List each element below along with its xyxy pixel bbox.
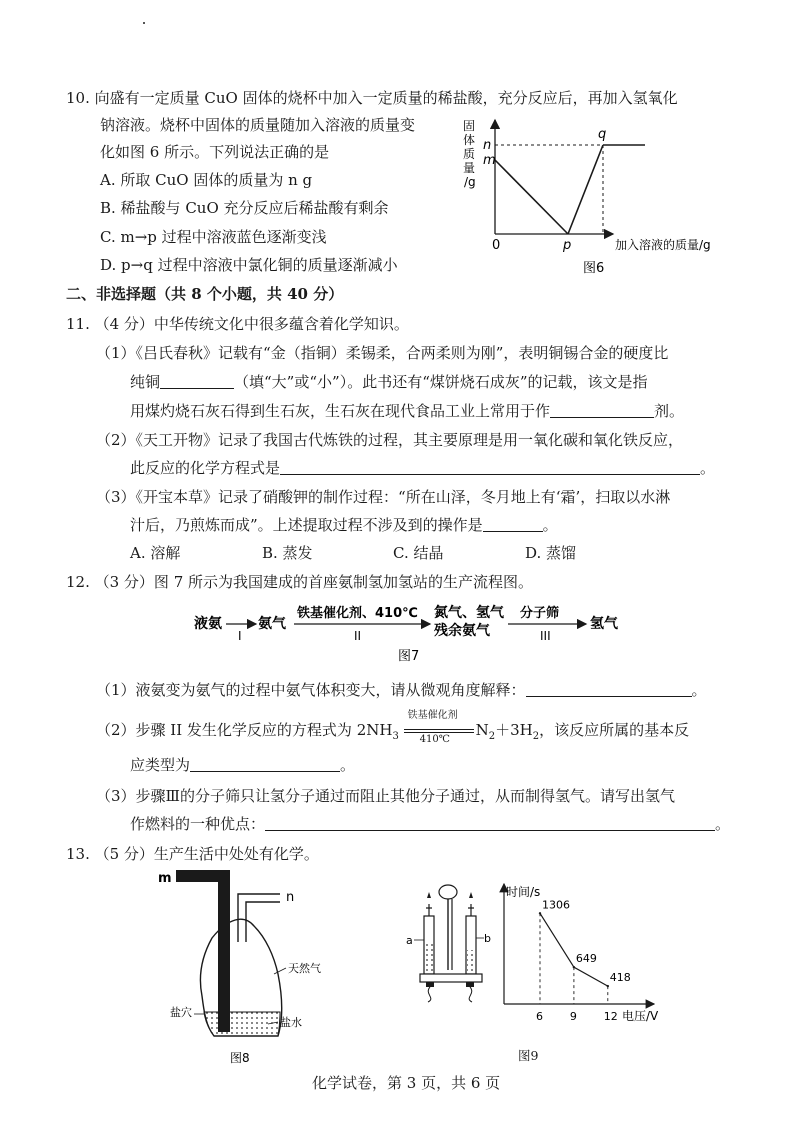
figure-6 xyxy=(455,112,755,277)
section-2-heading: 二、非选择题（共 8 个小题，共 40 分） xyxy=(66,285,344,303)
answer-blank[interactable] xyxy=(550,403,654,418)
q11-p2-line2 xyxy=(130,458,715,478)
q12-p3-line2 xyxy=(130,814,730,834)
q12-p3-line1: （3）步骤Ⅲ的分子筛只让氢分子通过而阻止其他分子通过，从而制得氢气。请写出氢气 xyxy=(96,787,676,805)
q10-option-b: B. 稀盐酸与 CuO 充分反应后稀盐酸有剩余 xyxy=(100,199,389,217)
fig8-brine-label: 盐水 xyxy=(280,1016,302,1029)
q11-p1-line1: （1）《吕氏春秋》记载有“金（指铜）柔锡柔，合两柔则为刚”，表明铜锡合金的硬度比 xyxy=(96,344,669,362)
q11-p3-line2-pre: 汁后，乃煎炼而成”。上述提取过程不涉及到的操作是 xyxy=(130,516,483,534)
page-footer: 化学试卷，第 3 页，共 6 页 xyxy=(312,1074,501,1092)
answer-blank[interactable] xyxy=(280,460,700,475)
fig6-m-label: m xyxy=(483,153,496,168)
fig9-data-label: 418 xyxy=(609,971,631,985)
fig9-data-label: 649 xyxy=(575,952,597,966)
q11-option-a: A. 溶解 xyxy=(130,544,181,562)
electrode-a xyxy=(426,982,434,987)
q12-p2-line2-pre: 应类型为 xyxy=(130,756,191,774)
q11-p1-line3-pre: 用煤灼烧石灰石得到生石灰，生石灰在现代食品工业上常用于作 xyxy=(130,402,551,420)
fig9-a-label: a xyxy=(406,934,413,947)
q12-p3-line2-post: 。 xyxy=(715,815,731,833)
flow-condition-2: 铁基催化剂、410℃ xyxy=(297,606,418,621)
valve-b xyxy=(468,904,474,916)
fig7-caption: 图7 xyxy=(398,649,420,664)
q10-line2: 钠溶液。烧杯中固体的质量随加入溶液的质量变 xyxy=(100,116,416,134)
eq-condition-top: 铁基催化剂 xyxy=(407,710,458,721)
figure-7 xyxy=(180,598,640,670)
q11-p2-line2-pre: 此反应的化学方程式是 xyxy=(130,459,281,477)
eq-line-2 xyxy=(404,732,474,733)
q10-option-c: C. m→p 过程中溶液蓝色逐渐变浅 xyxy=(100,228,327,246)
fig8-m-label: m xyxy=(158,871,172,886)
water-b xyxy=(467,950,475,974)
electrode-b xyxy=(466,982,474,987)
figure-9-chart xyxy=(494,878,684,1028)
q11-option-b: B. 蒸发 xyxy=(262,544,313,562)
q12-p1-post: 。 xyxy=(691,681,707,699)
figure-9-apparatus xyxy=(400,878,500,1068)
q11-p1-line3 xyxy=(130,401,684,421)
answer-blank[interactable] xyxy=(526,682,692,697)
q12-p2-sub3: 2 xyxy=(532,731,540,742)
fig9-x-tick: 6 xyxy=(536,1010,543,1023)
reservoir-bulb xyxy=(439,885,457,899)
fig8-caption: 图8 xyxy=(230,1051,250,1065)
q12-p2-sub2: 2 xyxy=(488,731,496,742)
water-a xyxy=(425,944,433,974)
pipe-m-vertical xyxy=(218,870,230,1032)
fig9-x-tick: 12 xyxy=(603,1010,618,1023)
fig9-ylabel: 时间/s xyxy=(506,885,541,899)
q11-heading: 11. （4 分）中华传统文化中很多蕴含着化学知识。 xyxy=(66,315,409,333)
wire-b xyxy=(469,987,472,1002)
q11-p3-line2 xyxy=(130,515,558,535)
answer-blank[interactable] xyxy=(483,517,543,532)
fig6-xlabel: 加入溶液的质量/g xyxy=(615,238,711,252)
answer-blank[interactable] xyxy=(265,816,715,831)
fig6-ylabel-5: /g xyxy=(464,175,476,189)
flow-condition-3: 分子筛 xyxy=(520,606,560,621)
figure-8 xyxy=(150,866,350,1066)
fig9-b-label: b xyxy=(484,932,491,945)
flow-node-hydrogen: 氢气 xyxy=(590,616,618,632)
q10-line3: 化如图 6 所示。下列说法正确的是 xyxy=(100,143,330,161)
fig8-gas-label: 天然气 xyxy=(288,962,321,975)
fig9-xlabel: 电压/V xyxy=(622,1009,659,1023)
q11-p2-line2-post: 。 xyxy=(700,459,716,477)
q12-p2-post: ，该反应所属的基本反 xyxy=(539,721,690,739)
answer-blank[interactable] xyxy=(190,757,340,772)
fig9-data-point xyxy=(573,966,575,968)
fig6-ylabel-3: 质 xyxy=(463,147,476,161)
q12-p3-line2-pre: 作燃料的一种优点： xyxy=(130,815,266,833)
flow-node-ammonia-gas: 氨气 xyxy=(258,616,286,632)
q12-p2-pre: （2）步骤 II 发生化学反应的方程式为 2NH xyxy=(96,721,393,739)
q12-p2-h: ＋3H xyxy=(495,721,533,739)
fig8-n-label: n xyxy=(286,890,295,905)
fig6-ylabel-1: 固 xyxy=(463,119,476,133)
fig9-data-point xyxy=(539,912,541,914)
valve-a xyxy=(426,904,432,916)
fig6-p-label: p xyxy=(563,238,572,253)
flow-step-1: I xyxy=(238,629,242,643)
q10-option-a: A. 所取 CuO 固体的质量为 n g xyxy=(100,171,313,189)
eq-condition-bottom: 410℃ xyxy=(419,734,450,745)
flow-node-liquid-ammonia: 液氨 xyxy=(194,616,222,632)
fig6-origin: 0 xyxy=(492,238,501,253)
fig6-line-m-p xyxy=(495,160,568,234)
q12-p2-sub: 3 xyxy=(392,731,399,742)
wire-a xyxy=(428,987,431,1002)
q12-heading: 12. （3 分）图 7 所示为我国建成的首座氨制氢加氢站的生产流程图。 xyxy=(66,573,534,591)
tip-a xyxy=(427,892,431,898)
fig8-pit-label: 盐穴 xyxy=(170,1006,192,1019)
q13-heading: 13. （5 分）生产生活中处处有化学。 xyxy=(66,845,319,863)
q12-p2 xyxy=(96,710,690,747)
fig6-line-p-q xyxy=(568,145,603,234)
q11-p1-line2-post: （填“大”或“小”）。此书还有“煤饼烧石成灰”的记载，该文是指 xyxy=(234,373,648,391)
fig9-data-label: 1306 xyxy=(542,898,570,912)
q12-p1-pre: （1）液氨变为氨气的过程中氨气体积变大，请从微观角度解释： xyxy=(96,681,526,699)
tip-b xyxy=(469,892,473,898)
eq-line xyxy=(404,729,474,730)
q11-p1-line2-pre: 纯铜 xyxy=(130,373,161,391)
flow-node-residual-ammonia: 残余氨气 xyxy=(434,623,490,639)
flow-step-2: II xyxy=(354,629,362,643)
q11-p3-line2-post: 。 xyxy=(542,516,558,534)
bottom-connector xyxy=(420,974,482,982)
q12-p1 xyxy=(96,680,707,700)
fig9-data-point xyxy=(607,985,609,987)
q10-line1: 10. 向盛有一定质量 CuO 固体的烧杯中加入一定质量的稀盐酸，充分反应后，再加入氢氧化 xyxy=(66,89,678,107)
flow-step-3: III xyxy=(540,629,551,643)
fig9-caption-text: 图9 xyxy=(518,1048,539,1063)
fig6-q-label: q xyxy=(598,127,607,142)
q12-p2-line2-post: 。 xyxy=(340,756,356,774)
fig6-caption: 图6 xyxy=(583,261,605,276)
q11-option-d: D. 蒸馏 xyxy=(525,544,577,562)
q12-p2-line2 xyxy=(130,755,355,775)
fig6-ylabel-2: 体 xyxy=(463,133,476,147)
q11-p1-line3-post: 剂。 xyxy=(654,402,685,420)
q10-option-d: D. p→q 过程中溶液中氯化铜的质量逐渐减小 xyxy=(100,256,398,274)
q11-option-c: C. 结晶 xyxy=(393,544,444,562)
reaction-condition-arrow xyxy=(404,710,476,745)
fig9-x-tick: 9 xyxy=(569,1010,577,1023)
q11-p3-line1: （3）《开宝本草》记录了硝酸钾的制作过程：“所在山泽，冬月地上有‘霜’，扫取以水淋 xyxy=(96,488,671,506)
fig6-ylabel-4: 量 xyxy=(463,161,476,175)
q12-p2-n: N xyxy=(475,721,489,739)
speck xyxy=(143,22,145,24)
q11-p2-line1: （2）《天工开物》记录了我国古代炼铁的过程，其主要原理是用一氧化碳和氧化铁反应， xyxy=(96,431,684,449)
flow-node-n2-h2: 氮气、氢气 xyxy=(434,605,504,621)
fig6-n-label: n xyxy=(483,138,492,153)
answer-blank[interactable] xyxy=(160,374,234,389)
q11-p1-line2 xyxy=(130,372,648,392)
